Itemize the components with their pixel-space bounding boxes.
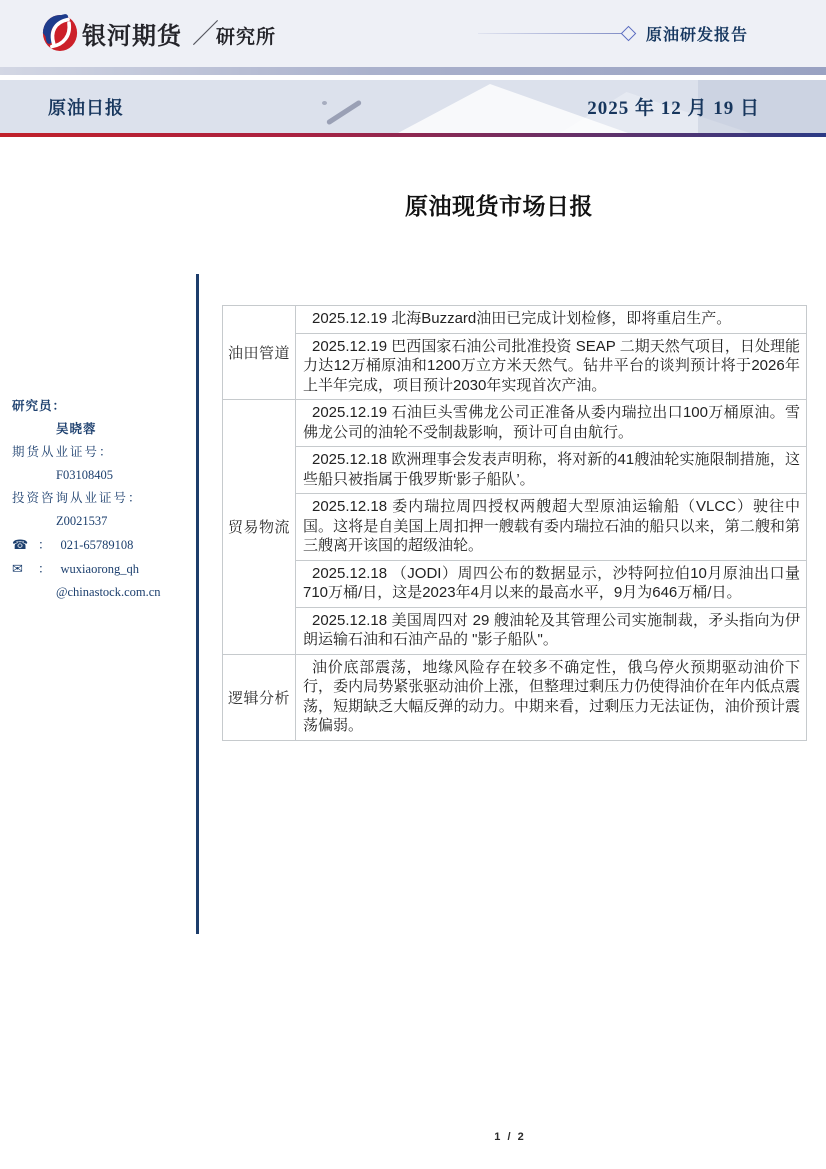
news-item: 2025.12.18 委内瑞拉周四授权两艘超大型原油运输船（VLCC）驶往中国。这将是自美国上周扣押一艘载有委内瑞拉石油的船只以来，第二艘和第三艘离开该国的超级油轮。 [296, 494, 807, 561]
news-item: 2025.12.19 巴西国家石油公司批准投资 SEAP 二期天然气项目，日处理能力达12万桶原油和1200万立方米天然气。钻井平台的谈判预计将于2026年上半年完成，项目预计2030年实现首次产油。 [296, 333, 807, 400]
futures-license-label: 期货从业证号： [12, 445, 114, 459]
table-row [223, 400, 807, 447]
researcher-label: 研究员： [12, 399, 67, 413]
page-number: 1 / 2 [494, 1131, 526, 1143]
brand-separator: ／ [192, 19, 219, 49]
researcher-info [12, 395, 190, 604]
tagline-line [478, 33, 621, 34]
news-item: 油价底部震荡，地缘风险存在较多不确定性，俄乌停火预期驱动油价下行，委内局势紧张驱动油价上涨，但整理过剩压力仍使得油价在年内低点震荡，短期缺乏大幅反弹的动力。中期来看，过剩压力无法证伪，油价预计震荡偏弱。 [296, 654, 807, 740]
report-tagline [478, 0, 748, 67]
email-user: wuxiaorong_qh [60, 562, 139, 576]
news-item: 2025.12.18 美国周四对 29 艘油轮及其管理公司实施制裁，矛头指向为伊朗运输石油和石油产品的 "影子船队"。 [296, 607, 807, 654]
table-row [223, 447, 807, 494]
table-row [223, 333, 807, 400]
email-domain: @chinastock.com.cn [56, 585, 161, 599]
report-type-title: 原油日报 [48, 98, 124, 118]
news-item: 2025.12.18 （JODI）周四公布的数据显示，沙特阿拉伯10月原油出口量710万桶/日，这是2023年4月以来的最高水平，9月为646万桶/日。 [296, 560, 807, 607]
report-banner [0, 80, 826, 133]
table-row [223, 560, 807, 607]
researcher-name: 吴晓蓉 [56, 422, 97, 436]
table-row [223, 654, 807, 740]
section-label: 逻辑分析 [223, 654, 296, 740]
brand-name: 银河期货 [82, 23, 182, 50]
banner-underline-gradient [0, 133, 826, 137]
phone-row [12, 533, 190, 557]
envelope-icon: ✉ [12, 561, 23, 576]
phone-colon: ： [38, 538, 51, 552]
page-footer [222, 1127, 798, 1145]
report-tag-label: 原油研发报告 [646, 27, 749, 44]
phone-number: 021-65789108 [60, 538, 134, 552]
phone-icon: ☎ [12, 537, 29, 552]
section-label: 油田管道 [223, 306, 296, 400]
news-item: 2025.12.18 欧洲理事会发表声明称，将对新的41艘油轮实施限制措施，这些船只被指属于俄罗斯‘影子船队’。 [296, 447, 807, 494]
news-item: 2025.12.19 北海Buzzard油田已完成计划检修，即将重启生产。 [296, 306, 807, 334]
section-label: 贸易物流 [223, 400, 296, 655]
sidebar-divider-line [196, 274, 199, 934]
news-table [222, 305, 807, 741]
report-header [0, 0, 826, 67]
email-colon: ： [38, 562, 51, 576]
department-name: 研究所 [216, 27, 277, 48]
report-date: 2025 年 12 月 19 日 [587, 98, 760, 119]
email-row [12, 557, 190, 581]
advisory-license-number: Z0021537 [56, 514, 108, 528]
diamond-icon [621, 26, 637, 42]
banner-dot-mark [322, 101, 327, 105]
news-item: 2025.12.19 石油巨头雪佛龙公司正准备从委内瑞拉出口100万桶原油。雪佛龙公司的油轮不受制裁影响，预计可自由航行。 [296, 400, 807, 447]
table-row [223, 607, 807, 654]
table-row [223, 494, 807, 561]
banner-slash-mark [326, 100, 362, 126]
futures-license-number: F03108405 [56, 468, 113, 482]
galaxy-futures-logo-icon [42, 14, 78, 52]
header-gradient-strip [0, 67, 826, 75]
table-row [223, 306, 807, 334]
advisory-license-label: 投资咨询从业证号： [12, 491, 143, 505]
page-title: 原油现货市场日报 [405, 193, 593, 219]
